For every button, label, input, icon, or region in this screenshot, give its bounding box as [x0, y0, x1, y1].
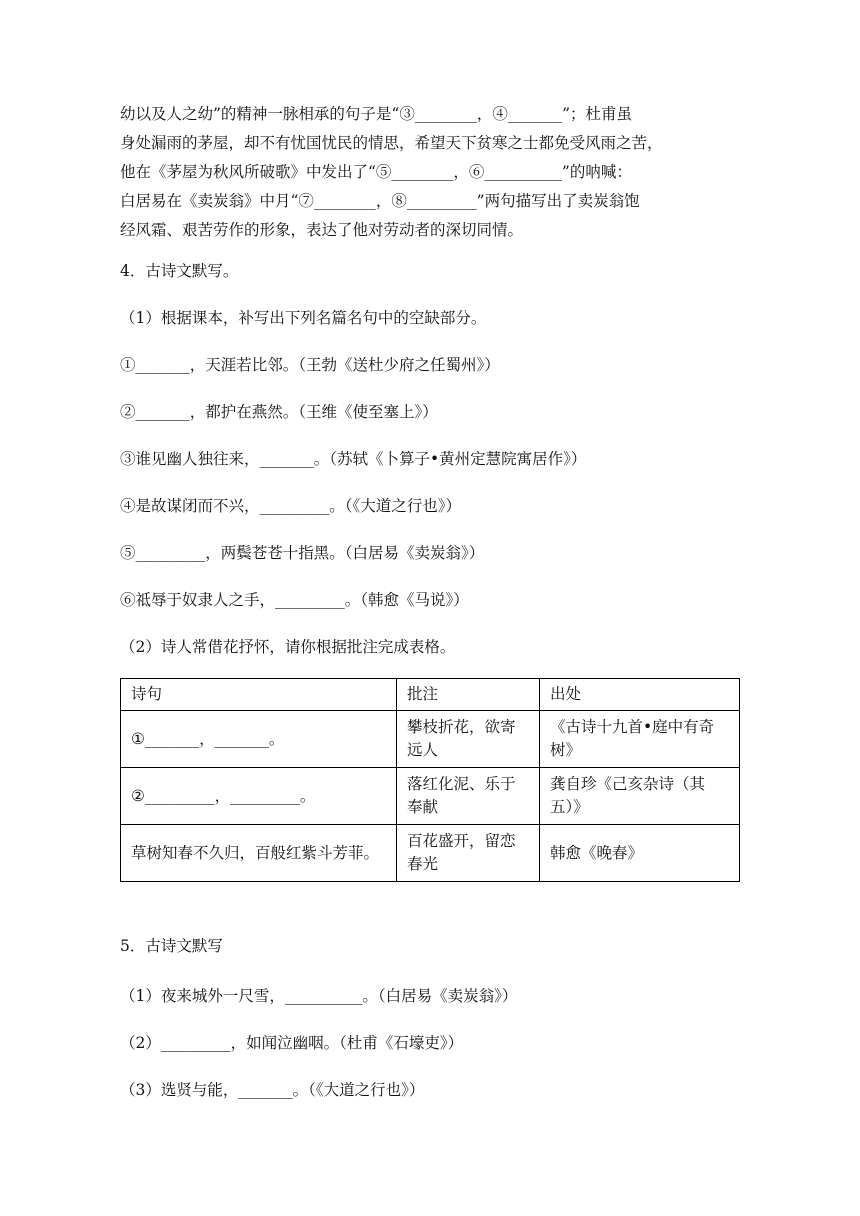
question-5-item: （1）夜来城外一尺雪，__________。（白居易《卖炭翁》） — [120, 987, 518, 1005]
table-cell-verse: ②_________，_________。 — [121, 768, 397, 825]
intro-line: 白居易在《卖炭翁》中月“⑦________，⑧_________”两句描写出了卖炭翁饱 — [120, 192, 640, 210]
question-4-title: 4．古诗文默写。 — [120, 262, 239, 280]
question-4-part2-instruction: （2）诗人常借花抒怀，请你根据批注完成表格。 — [120, 638, 456, 656]
table-cell-verse: ①_______，_______。 — [121, 711, 397, 768]
intro-line: 经风霜、艰苦劳作的形象，表达了他对劳动者的深切同情。 — [120, 221, 524, 239]
question-5-item: （3）选贤与能，_______。（《大道之行也》） — [120, 1081, 425, 1099]
table-row — [121, 768, 740, 825]
intro-paragraph — [120, 100, 740, 245]
table-cell-source: 韩愈《晚春》 — [540, 825, 740, 882]
table-cell-annotation: 攀枝折花，欲寄远人 — [397, 711, 540, 768]
question-4-item: ④是故谋闭而不兴，_________。（《大道之行也》） — [120, 497, 462, 515]
question-5-title: 5．古诗文默写 — [120, 937, 223, 955]
poem-table — [120, 678, 740, 882]
table-header-cell: 诗句 — [121, 679, 397, 711]
table-header-row — [121, 679, 740, 711]
question-4-item: ③谁见幽人独往来，_______。（苏轼《卜算子•黄州定慧院寓居作》） — [120, 450, 587, 468]
table-cell-verse: 草树知春不久归，百般红紫斗芳菲。 — [121, 825, 397, 882]
question-5-item: （2）_________，如闻泣幽咽。（杜甫《石壕吏》） — [120, 1034, 464, 1052]
table-header-cell: 批注 — [397, 679, 540, 711]
table-cell-source: 龚自珍《己亥杂诗（其五）》 — [540, 768, 740, 825]
question-4-item: ⑤_________，两鬓苍苍十指黑。（白居易《卖炭翁》） — [120, 544, 485, 562]
table-header-cell: 出处 — [540, 679, 740, 711]
intro-line: 身处漏雨的茅屋，却不有忧国忧民的情思，希望天下贫寒之士都免受风雨之苦， — [120, 134, 663, 152]
intro-line: 幼以及人之幼”的精神一脉相承的句子是“③________，④_______”；杜甫虽 — [120, 105, 633, 123]
question-4-item: ①_______，天涯若比邻。（王勃《送杜少府之任蜀州》） — [120, 356, 500, 374]
question-4-item: ⑥祗辱于奴隶人之手，_________。（韩愈《马说》） — [120, 591, 469, 609]
table-row — [121, 825, 740, 882]
question-4-item: ②_______，都护在燕然。（王维《使至塞上》） — [120, 403, 438, 421]
table-cell-annotation: 百花盛开，留恋春光 — [397, 825, 540, 882]
intro-line: 他在《茅屋为秋风所破歌》中发出了“⑤________，⑥__________”的呐喊： — [120, 163, 632, 181]
table-cell-source: 《古诗十九首•庭中有奇树》 — [540, 711, 740, 768]
question-4-part1-instruction: （1）根据课本，补写出下列名篇名句中的空缺部分。 — [120, 309, 487, 327]
table-cell-annotation: 落红化泥、乐于奉献 — [397, 768, 540, 825]
table-row — [121, 711, 740, 768]
